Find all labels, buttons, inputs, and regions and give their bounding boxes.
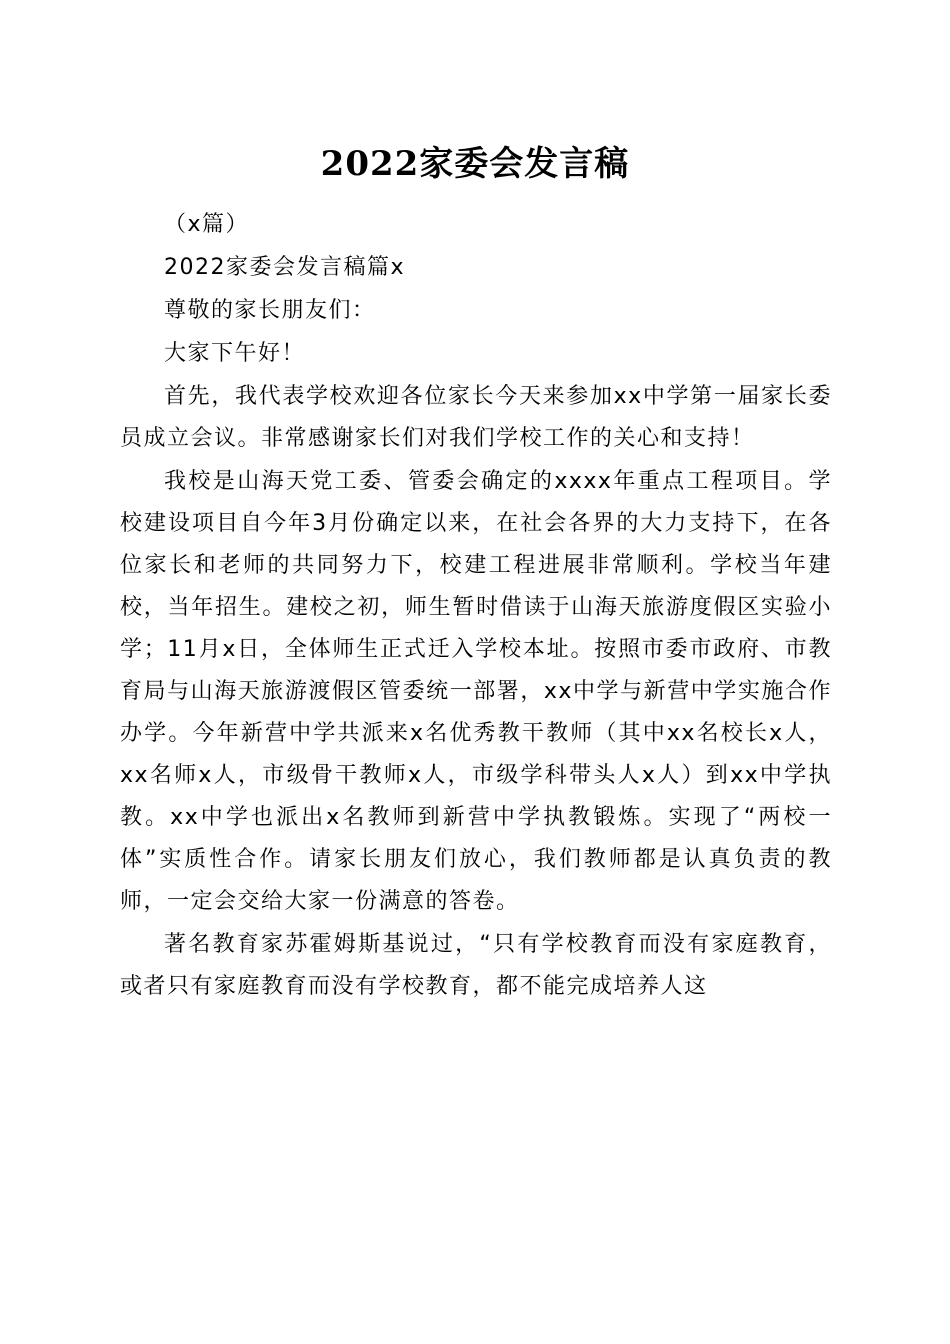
document-title: 2022家委会发言稿 (320, 144, 630, 184)
paragraph-greeting: 大家下午好！ (164, 341, 306, 366)
paragraph-welcome: 首先，我代表学校欢迎各位家长今天来参加xx中学第一届家长委员成立会议。非常感谢家长们对我们学校工作的关心和支持！ (120, 384, 832, 451)
paragraph-subtitle: 2022家委会发言稿篇x (164, 255, 406, 280)
paragraph-school-intro: 我校是山海天党工委、管委会确定的xxxx年重点工程项目。学校建设项目自今年3月份确定以来，在社会各界的大力支持下，在各位家长和老师的共同努力下，校建工程进展非常顺利。学校当年建校，当年招生。建校之初，师生暂时借读于山海天旅游度假区实验小学；11月x日，全体师生正式迁入学校本址。按照市委市政府、市教育局与山海天旅游渡假区管委统一部署，xx中学与新营中学实施合作办学。今年新营中学共派来x名优秀教干教师（其中xx名校长x人，xx名师x人，市级骨干教师x人，市级学科带头人x人）到xx中学执教。xx中学也派出x名教师到新营中学执教锻炼。实现了“两校一体”实质性合作。请家长朋友们放心，我们教师都是认真负责的教师，一定会交给大家一份满意的答卷。 (120, 469, 832, 914)
paragraph-quote: 著名教育家苏霍姆斯基说过，“只有学校教育而没有家庭教育，或者只有家庭教育而没有学校教育，都不能完成培养人这 (120, 932, 832, 999)
document-body (120, 204, 832, 1009)
paragraph-salutation: 尊敬的家长朋友们： (164, 298, 376, 323)
paragraph-count: （x篇） (164, 212, 250, 237)
